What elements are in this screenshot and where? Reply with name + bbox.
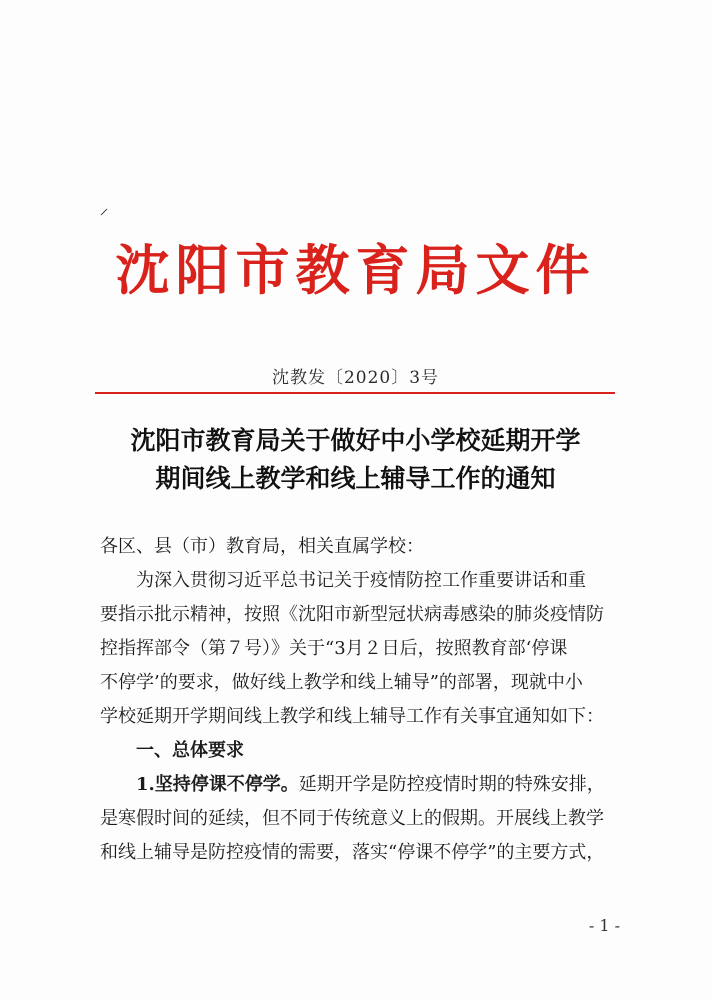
corner-mark-icon (100, 208, 108, 216)
notice-title-line-1: 沈阳市教育局关于做好中小学校延期开学 (130, 426, 581, 455)
org-file-title: 沈阳市教育局文件 (115, 238, 596, 302)
notice-title (60, 422, 651, 498)
paragraph-line: 学校延期开学期间线上教学和线上辅导工作有关事宜通知如下： (100, 706, 604, 727)
paragraph-line: 要指示批示精神，按照《沈阳市新型冠状病毒感染的肺炎疫情防 (100, 604, 604, 625)
paragraph-line: 为深入贯彻习近平总书记关于疫情防控工作重要讲话和重 (136, 570, 586, 591)
notice-title-line-2: 期间线上教学和线上辅导工作的通知 (155, 464, 556, 493)
notice-body (100, 530, 620, 870)
document-number: 沈教发〔2020〕3号 (271, 368, 440, 388)
page-number: - 1 - (588, 916, 620, 935)
item-1-text: 延期开学是防控疫情时期的特殊安排， (298, 774, 605, 795)
section-heading: 一、总体要求 (136, 740, 244, 761)
item-1-heading: 1.坚持停课不停学。 (136, 774, 299, 795)
item-1-first-line (100, 768, 620, 802)
paragraph-line: 和线上辅导是防控疫情的需要，落实“停课不停学”的主要方式， (100, 842, 605, 863)
salutation: 各区、县（市）教育局，相关直属学校： (100, 536, 424, 557)
red-divider-line (95, 392, 615, 394)
paragraph-line: 是寒假时间的延续，但不同于传统意义上的假期。开展线上教学 (100, 808, 604, 829)
paragraph-line: 控指挥部令（第７号）》关于“3月２日后，按照教育部‘停课 (100, 638, 568, 659)
paragraph-line: 不停学’的要求，做好线上教学和线上辅导”的部署，现就中小 (100, 672, 583, 693)
